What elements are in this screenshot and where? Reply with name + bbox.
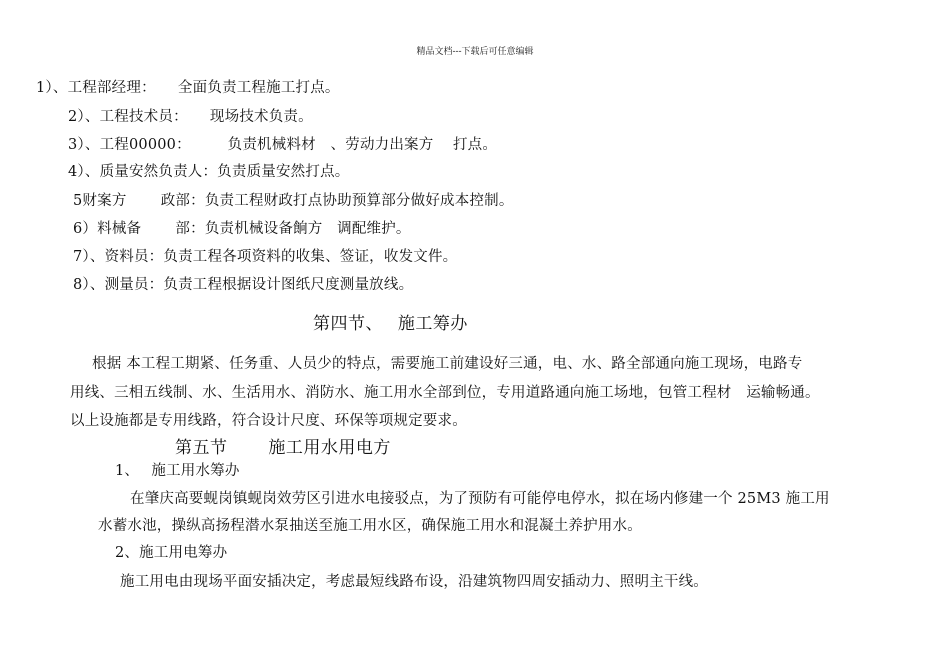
staff-line-4: 4）、质量安然负责人：负责质量安然打点。 (68, 164, 350, 180)
subsection-1-paragraph-line-1: 在肇庆高要蚬岗镇蚬岗效劳区引进水电接驳点，为了预防有可能停电停水，拟在场内修建一个 25M3 施工用 (130, 491, 830, 507)
page-header: 精品文档---下载后可任意编辑 (416, 47, 534, 57)
section-4-paragraph-line-3: 以上设施都是专用线路，符合设计尺度、环保等项规定要求。 (70, 413, 467, 429)
section-4-title: 第四节、 施工筹办 (313, 314, 468, 334)
section-4-paragraph-line-1: 根据 本工程工期紧、任务重、人员少的特点，需要施工前建设好三通，电、水、路全部通向施工现场，电路专 (92, 356, 803, 372)
staff-line-6: 6）料械备 部：负责机械设备餉方 调配维护。 (73, 221, 411, 237)
subsection-1-title: 1、 施工用水筹办 (115, 463, 240, 479)
subsection-1-paragraph-line-2: 水蓄水池，操纵高扬程潜水泵抽送至施工用水区，确保施工用水和混凝土养护用水。 (98, 518, 642, 534)
subsection-2-title: 2、施工用电筹办 (115, 545, 228, 561)
staff-line-3: 3）、工程00000： 负责机械料材 、劳动力出案方 打点。 (68, 137, 498, 153)
staff-line-1: 1）、工程部经理： 全面负责工程施工打点。 (36, 80, 340, 96)
section-4-paragraph-line-2: 用线、三相五线制、水、生活用水、消防水、施工用水全部到位，专用道路通向施工场地，包管工程材 运输畅通。 (70, 385, 820, 401)
staff-line-8: 8）、测量员：负责工程根据设计图纸尺度测量放线。 (73, 277, 414, 293)
staff-line-7: 7）、资料员：负责工程各项资料的收集、签证，收发文件。 (73, 249, 458, 265)
section-5-title: 第五节 施工用水用电方 (175, 438, 391, 458)
staff-line-5: 5财案方 政部：负责工程财政打点协助预算部分做好成本控制。 (73, 193, 514, 209)
subsection-2-paragraph: 施工用电由现场平面安插决定，考虑最短线路布设，沿建筑物四周安插动力、照明主干线。 (120, 574, 708, 590)
staff-line-2: 2）、工程技术员： 现场技术负责。 (68, 109, 313, 125)
